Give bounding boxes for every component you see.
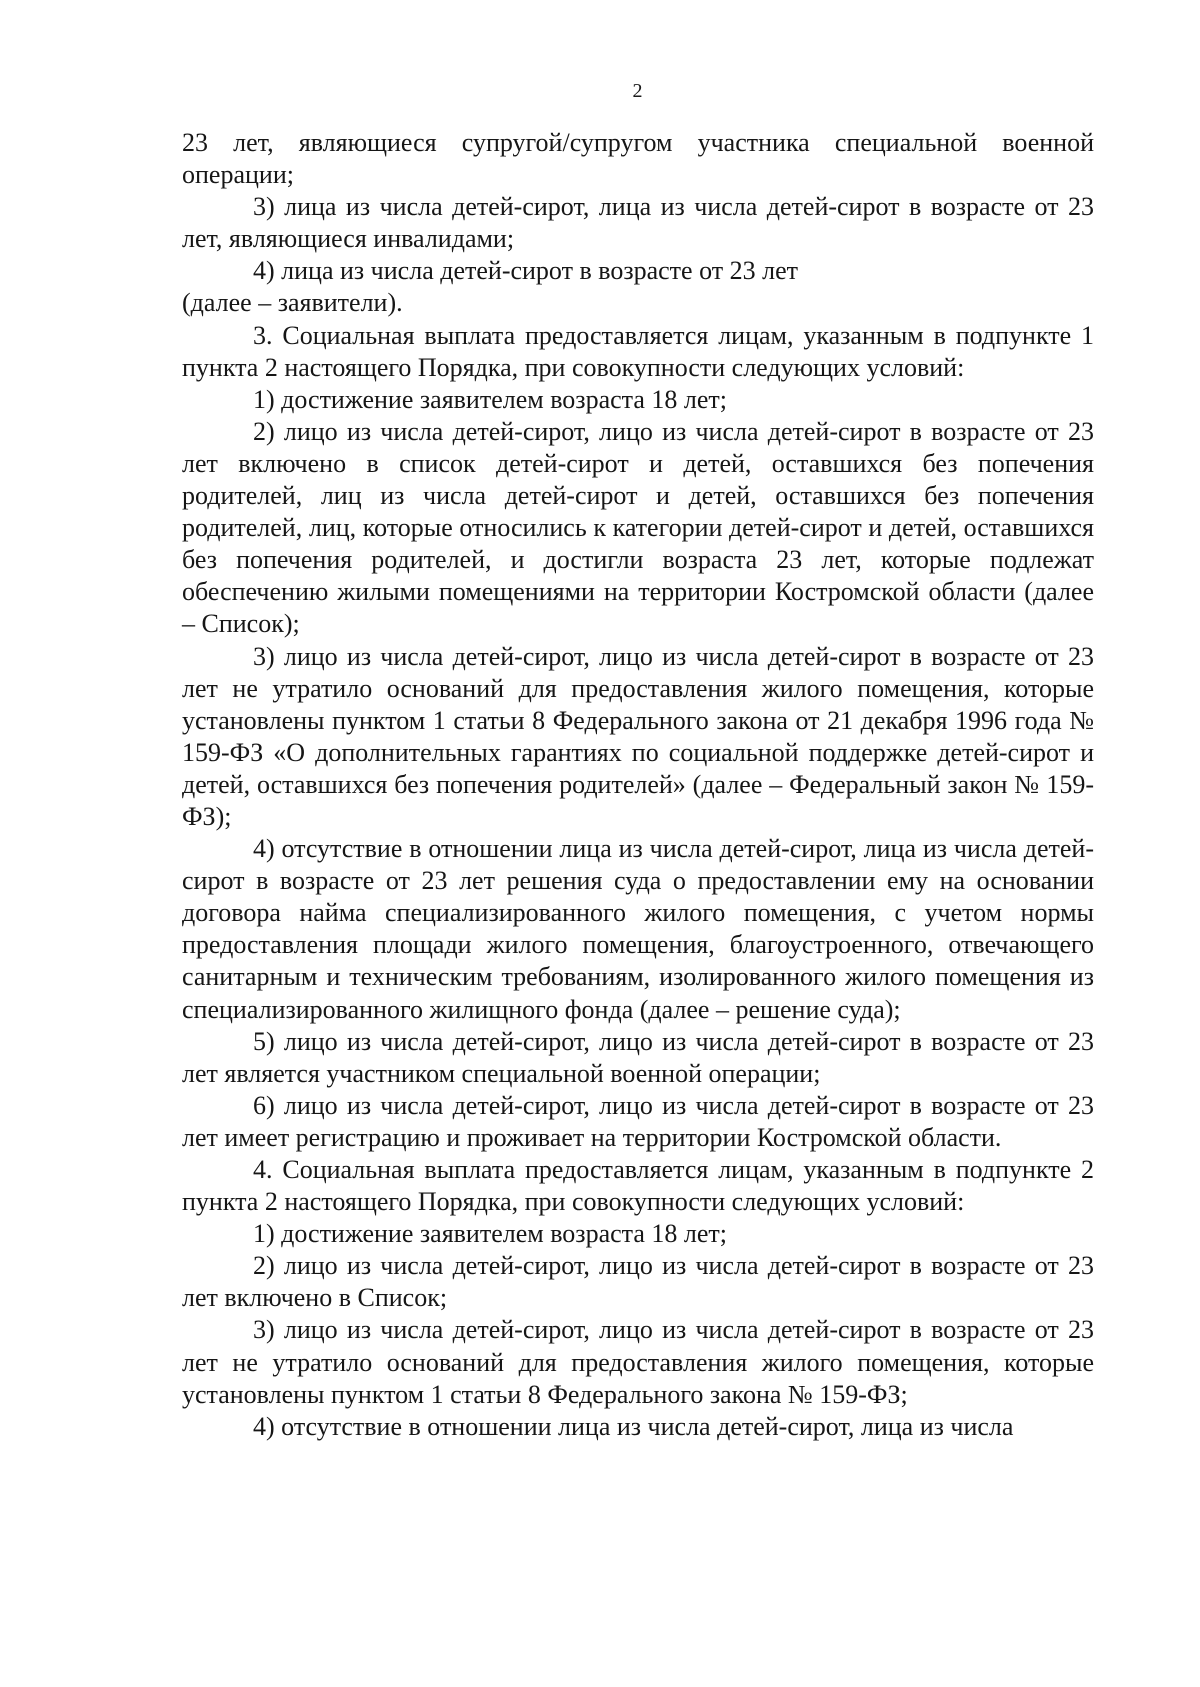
paragraph: 3) лица из числа детей-сирот, лица из числа детей-сирот в возрасте от 23 лет, являющиеся инвалидами; xyxy=(182,192,1094,254)
paragraph: 5) лицо из числа детей-сирот, лицо из числа детей-сирот в возрасте от 23 лет является участником специальной военной операции; xyxy=(182,1026,1094,1088)
paragraph: 4) лица из числа детей-сирот в возрасте от 23 лет xyxy=(253,256,798,286)
paragraph: 1) достижение заявителем возраста 18 лет; xyxy=(253,384,727,414)
paragraph: 3) лицо из числа детей-сирот, лицо из числа детей-сирот в возрасте от 23 лет не утратило оснований для предоставления жилого помещения, которые установлены пунктом 1 статьи 8 Федерального закона № 159-ФЗ; xyxy=(182,1315,1094,1409)
paragraph: 3. Социальная выплата предоставляется лицам, указанным в подпункте 1 пункта 2 настоящего Порядка, при совокупности следующих условий: xyxy=(182,320,1094,382)
paragraph: 6) лицо из числа детей-сирот, лицо из числа детей-сирот в возрасте от 23 лет имеет регистрацию и проживает на территории Костромской области. xyxy=(182,1090,1094,1152)
paragraph: 2) лицо из числа детей-сирот, лицо из числа детей-сирот в возрасте от 23 лет включено в список детей-сирот и детей, оставшихся без попечения родителей, лиц из числа детей-сирот и детей, оставшихся без попечения родителей, лиц, которые относились к категории детей-сирот и детей, оставшихся без попечения родителей, и достигли возраста 23 лет, которые подлежат обеспечению жилыми помещениями на территории Костромской области (далее – Список); xyxy=(182,416,1094,639)
paragraph: 4) отсутствие в отношении лица из числа детей-сирот, лица из числа детей-сирот в возрасте от 23 лет решения суда о предоставлении ему на основании договора найма специализированного жилого помещения, с учетом нормы предоставления площади жилого помещения, благоустроенного, отвечающего санитарным и техническим требованиям, изолированного жилого помещения из специализированного жилищного фонда (далее – решение суда); xyxy=(182,834,1094,1024)
paragraph: 4. Социальная выплата предоставляется лицам, указанным в подпункте 2 пункта 2 настоящего Порядка, при совокупности следующих условий: xyxy=(182,1155,1094,1217)
paragraph: 23 лет, являющиеся супругой/супругом участника специальной военной операции; xyxy=(182,128,1094,190)
paragraph: 1) достижение заявителем возраста 18 лет; xyxy=(253,1219,727,1249)
paragraph: 3) лицо из числа детей-сирот, лицо из числа детей-сирот в возрасте от 23 лет не утратило оснований для предоставления жилого помещения, которые установлены пунктом 1 статьи 8 Федерального закона от 21 декабря 1996 года № 159-ФЗ «О дополнительных гарантиях по социальной поддержке детей-сирот и детей, оставшихся без попечения родителей» (далее – Федеральный закон № 159-ФЗ); xyxy=(182,641,1094,831)
paragraph: 4) отсутствие в отношении лица из числа детей-сирот, лица из числа xyxy=(253,1411,1014,1441)
paragraph: 2) лицо из числа детей-сирот, лицо из числа детей-сирот в возрасте от 23 лет включено в Список; xyxy=(182,1251,1094,1313)
page-number: 2 xyxy=(632,80,643,102)
paragraph: (далее – заявители). xyxy=(182,288,403,318)
document-body xyxy=(182,127,1094,1443)
